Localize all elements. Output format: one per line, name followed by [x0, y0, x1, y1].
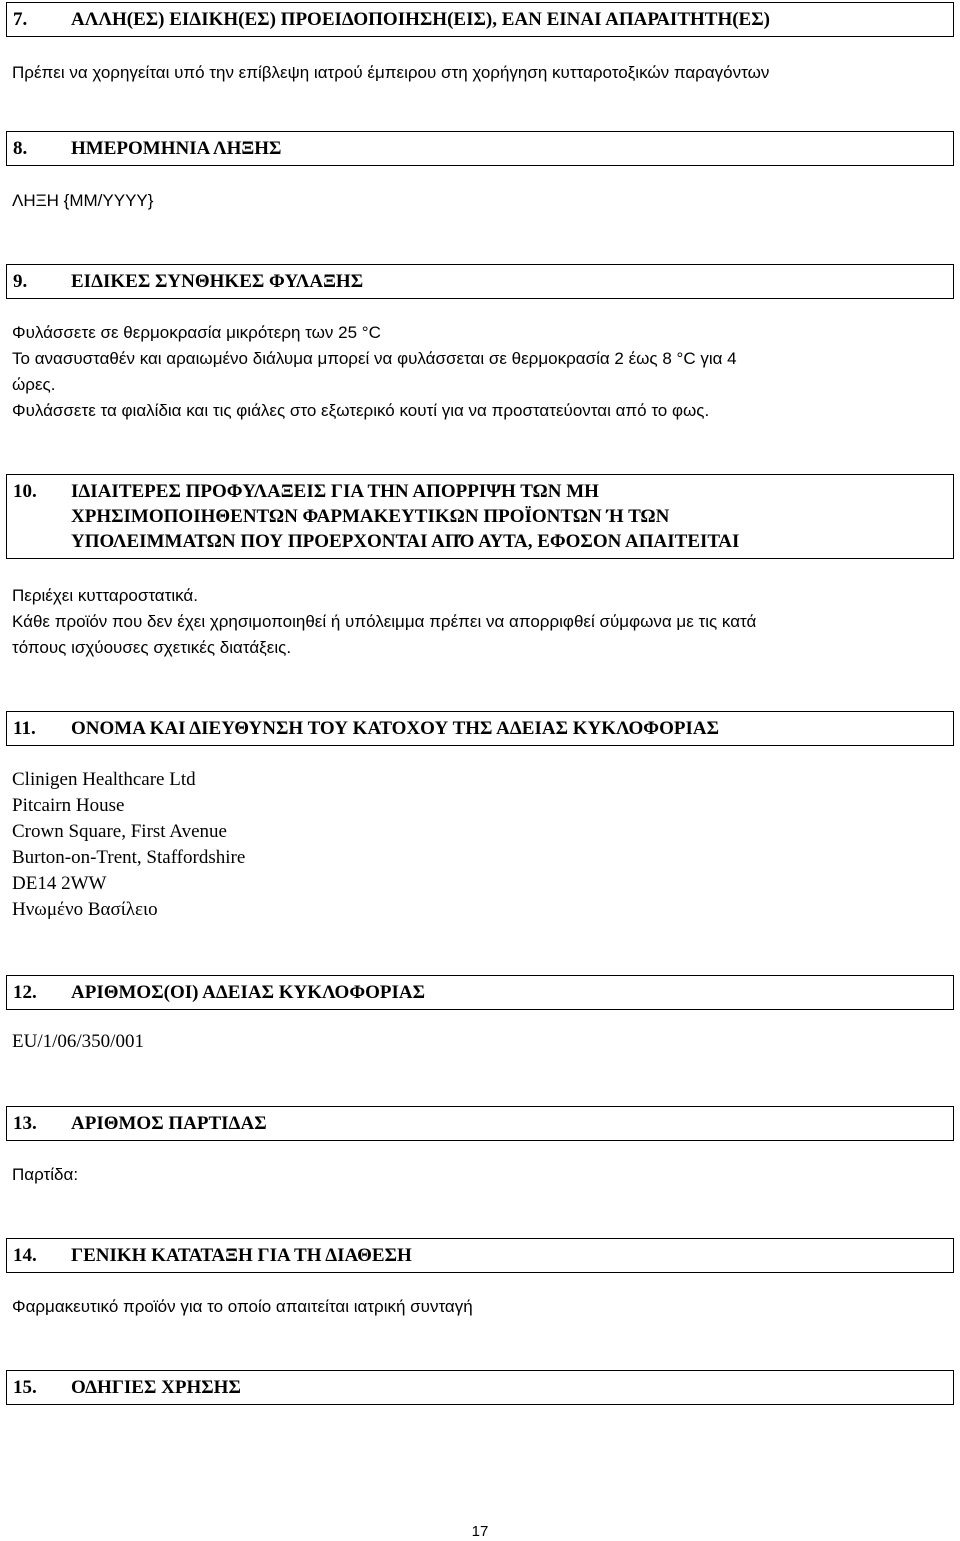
section-10-heading-line-1: ΙΔΙΑΙΤΕΡΕΣ ΠΡΟΦΥΛΑΞΕΙΣ ΓΙΑ ΤΗΝ ΑΠΟΡΡΙΨΗ ΤΩΝ ΜΗ [71, 481, 599, 502]
section-9-heading: ΕΙΔΙΚΕΣ ΣΥΝΘΗΚΕΣ ΦΥΛΑΞΗΣ [71, 271, 364, 292]
section-10-heading-line-3: ΥΠΟΛΕΙΜΜΑΤΩΝ ΠΟΥ ΠΡΟΕΡΧΟΝΤΑΙ ΑΠΌ ΑΥΤΑ, ΕΦΟΣΟΝ ΑΠΑΙΤΕΙΤΑΙ [71, 531, 740, 552]
section-14-header [6, 1238, 954, 1273]
section-10-body [12, 583, 932, 661]
section-13-number: 13. [13, 1113, 37, 1134]
section-15-header [6, 1370, 954, 1405]
section-9-header [6, 264, 954, 299]
section-15-number: 15. [13, 1377, 37, 1398]
section-10-heading-line-2: ΧΡΗΣΙΜΟΠΟΙΗΘΕΝΤΩΝ ΦΑΡΜΑΚΕΥΤΙΚΩΝ ΠΡΟΪΟΝΤΩΝ Ή ΤΩΝ [71, 506, 670, 527]
section-8-heading: ΗΜΕΡΟΜΗΝΙΑ ΛΗΞΗΣ [71, 138, 282, 159]
section-7-number: 7. [13, 9, 28, 30]
storage-line-1: Φυλάσσετε σε θερμοκρασία μικρότερη των 25 °C [12, 323, 381, 342]
classification-text: Φαρμακευτικό προϊόν για το οποίο απαιτείται ιατρική συνταγή [12, 1297, 473, 1316]
disposal-line-2: Κάθε προϊόν που δεν έχει χρησιμοποιηθεί ή υπόλειμμα πρέπει να απορριφθεί σύμφωνα με τις κατά [12, 612, 757, 631]
page-number: 17 [471, 1523, 489, 1540]
section-7-header [6, 2, 954, 37]
section-10-heading [71, 479, 953, 554]
section-14-number: 14. [13, 1245, 37, 1266]
storage-line-4: Φυλάσσετε τα φιαλίδια και τις φιάλες στο εξωτερικό κουτί για να προστατεύονται από το φως. [12, 401, 710, 420]
storage-line-3: ώρες. [12, 375, 56, 394]
disposal-line-1: Περιέχει κυτταροστατικά. [12, 586, 198, 605]
storage-line-2: Το ανασυσταθέν και αραιωμένο διάλυμα μπορεί να φυλάσσεται σε θερμοκρασία 2 έως 8 °C για 4 [12, 349, 737, 368]
section-12-number: 12. [13, 982, 37, 1003]
section-7-text: Πρέπει να χορηγείται υπό την επίβλεψη ιατρού έμπειρου στη χορήγηση κυτταροτοξικών παραγόντων [12, 63, 770, 82]
section-11-number: 11. [13, 718, 36, 739]
address-line-5: DE14 2WW [12, 873, 107, 894]
address-line-2: Pitcairn House [12, 795, 125, 816]
section-11-header [6, 711, 954, 746]
address-line-1: Clinigen Healthcare Ltd [12, 769, 196, 790]
expiry-date-text: ΛΗΞΗ {MM/YYYY} [12, 191, 154, 210]
section-7-body [12, 60, 932, 86]
section-12-header [6, 975, 954, 1010]
section-12-body [12, 1029, 932, 1055]
section-12-heading: ΑΡΙΘΜΟΣ(ΟΙ) ΑΔΕΙΑΣ ΚΥΚΛΟΦΟΡΙΑΣ [71, 982, 426, 1003]
section-14-body [12, 1294, 932, 1320]
batch-label: Παρτίδα: [12, 1165, 79, 1184]
section-10-number: 10. [13, 481, 37, 502]
address-line-4: Burton-on-Trent, Staffordshire [12, 847, 246, 868]
section-7-heading: ΑΛΛΗ(ΕΣ) ΕΙΔΙΚΗ(ΕΣ) ΠΡΟΕΙΔΟΠΟΙΗΣΗ(ΕΙΣ), ΕΑΝ ΕΙΝΑΙ ΑΠΑΡΑΙΤΗΤΗ(ΕΣ) [71, 9, 770, 30]
section-8-header [6, 131, 954, 166]
address-line-6: Ηνωμένο Βασίλειο [12, 899, 158, 920]
section-11-body [12, 767, 932, 923]
section-9-number: 9. [13, 271, 28, 292]
section-13-header [6, 1106, 954, 1141]
disposal-line-3: τόπους ισχύουσες σχετικές διατάξεις. [12, 638, 292, 657]
authorisation-number: EU/1/06/350/001 [12, 1031, 144, 1052]
section-14-heading: ΓΕΝΙΚΗ ΚΑΤΑΤΑΞΗ ΓΙΑ ΤΗ ΔΙΑΘΕΣΗ [71, 1245, 412, 1266]
section-11-heading: ΟΝΟΜΑ ΚΑΙ ΔΙΕΥΘΥΝΣΗ ΤΟΥ ΚΑΤΟΧΟΥ ΤΗΣ ΑΔΕΙΑΣ ΚΥΚΛΟΦΟΡΙΑΣ [71, 718, 719, 739]
section-9-body [12, 320, 932, 424]
section-15-heading: ΟΔΗΓΙΕΣ ΧΡΗΣΗΣ [71, 1377, 241, 1398]
section-13-heading: ΑΡΙΘΜΟΣ ΠΑΡΤΙΔΑΣ [71, 1113, 267, 1134]
section-8-number: 8. [13, 138, 28, 159]
address-line-3: Crown Square, First Avenue [12, 821, 227, 842]
section-8-body [12, 188, 932, 214]
section-13-body [12, 1162, 932, 1188]
section-10-header [6, 474, 954, 559]
